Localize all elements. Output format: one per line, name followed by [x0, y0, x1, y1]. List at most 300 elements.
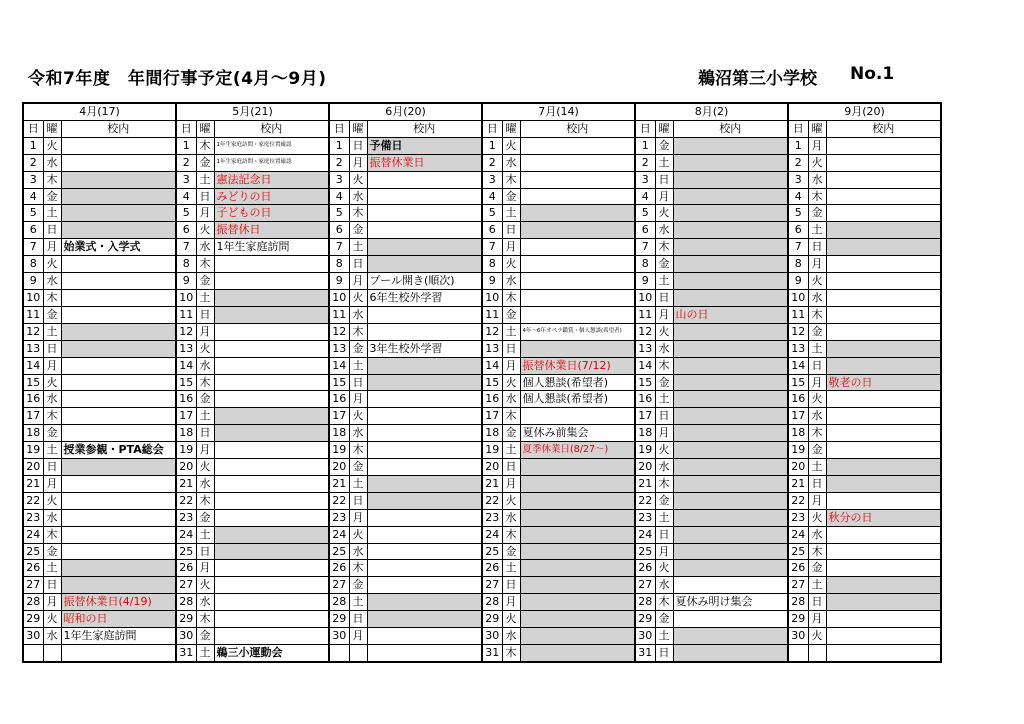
- day-cell: 26: [635, 560, 655, 577]
- weekday-cell: 火: [502, 492, 520, 509]
- day-cell: [788, 645, 808, 662]
- event-cell: [826, 273, 941, 290]
- day-cell: 4: [788, 188, 808, 205]
- event-cell: [520, 256, 635, 273]
- day-cell: 5: [176, 205, 196, 222]
- day-cell: 8: [23, 256, 43, 273]
- event-cell: [520, 154, 635, 171]
- event-cell: [673, 526, 788, 543]
- day-cell: 8: [635, 256, 655, 273]
- event-cell: [673, 137, 788, 154]
- event-cell: [673, 374, 788, 391]
- weekday-cell: 日: [655, 171, 673, 188]
- day-cell: 5: [482, 205, 502, 222]
- weekday-cell: 木: [349, 560, 367, 577]
- event-cell: 1年生家庭訪問: [61, 628, 176, 645]
- event-cell: [826, 256, 941, 273]
- day-cell: 23: [635, 509, 655, 526]
- table-row: [23, 391, 941, 408]
- event-cell: 予備日: [367, 137, 482, 154]
- weekday-cell: 水: [655, 459, 673, 476]
- weekday-cell: 日: [349, 256, 367, 273]
- day-cell: 23: [329, 509, 349, 526]
- weekday-cell: 土: [196, 289, 214, 306]
- event-cell: [214, 374, 329, 391]
- event-cell: [367, 408, 482, 425]
- weekday-cell: 土: [349, 357, 367, 374]
- event-cell: [826, 340, 941, 357]
- event-cell: [826, 594, 941, 611]
- event-cell: [61, 374, 176, 391]
- day-cell: 31: [482, 645, 502, 662]
- weekday-cell: 火: [808, 273, 826, 290]
- day-cell: 7: [635, 239, 655, 256]
- day-column-header: 日: [176, 120, 196, 137]
- day-cell: 30: [176, 628, 196, 645]
- day-cell: 8: [329, 256, 349, 273]
- event-cell: [673, 492, 788, 509]
- event-cell: 1年生家庭訪問・家庭位置確認: [214, 154, 329, 171]
- event-cell: [367, 543, 482, 560]
- weekday-cell: 金: [655, 492, 673, 509]
- event-cell: [214, 408, 329, 425]
- weekday-cell: 木: [655, 594, 673, 611]
- day-cell: 15: [23, 374, 43, 391]
- day-cell: 29: [176, 611, 196, 628]
- weekday-cell: 水: [502, 509, 520, 526]
- table-row: [23, 171, 941, 188]
- event-cell: 4年～6年オペラ鑑賞・個人懇談(希望者): [520, 323, 635, 340]
- day-cell: 10: [23, 289, 43, 306]
- weekday-cell: 日: [349, 611, 367, 628]
- schedule-body: [23, 137, 941, 662]
- day-cell: 15: [482, 374, 502, 391]
- day-cell: 21: [176, 475, 196, 492]
- event-cell: [214, 594, 329, 611]
- day-cell: 10: [482, 289, 502, 306]
- weekday-cell: 土: [43, 323, 61, 340]
- weekday-cell: 水: [655, 222, 673, 239]
- event-cell: [61, 222, 176, 239]
- weekday-cell: 水: [43, 509, 61, 526]
- weekday-cell: 火: [655, 205, 673, 222]
- day-cell: 8: [788, 256, 808, 273]
- weekday-cell: 日: [502, 459, 520, 476]
- weekday-cell: 月: [349, 509, 367, 526]
- weekday-cell: 日: [349, 492, 367, 509]
- event-cell: 1年生家庭訪問: [214, 239, 329, 256]
- day-cell: 16: [23, 391, 43, 408]
- weekday-cell: 月: [43, 239, 61, 256]
- day-cell: 13: [788, 340, 808, 357]
- weekday-cell: 土: [196, 526, 214, 543]
- day-cell: 4: [482, 188, 502, 205]
- event-cell: [61, 154, 176, 171]
- weekday-cell: 木: [808, 543, 826, 560]
- day-cell: 20: [635, 459, 655, 476]
- event-cell: 個人懇談(希望者): [520, 374, 635, 391]
- weekday-cell: 月: [43, 594, 61, 611]
- weekday-cell: 日: [43, 577, 61, 594]
- day-cell: 16: [635, 391, 655, 408]
- weekday-cell: 水: [502, 154, 520, 171]
- weekday-cell: 土: [808, 222, 826, 239]
- day-cell: 16: [482, 391, 502, 408]
- weekday-cell: 金: [502, 188, 520, 205]
- day-cell: [329, 645, 349, 662]
- event-cell: [214, 357, 329, 374]
- event-cell: [826, 323, 941, 340]
- event-cell: [61, 273, 176, 290]
- event-cell: [673, 273, 788, 290]
- weekday-cell: 日: [655, 289, 673, 306]
- day-cell: 13: [635, 340, 655, 357]
- event-cell: [214, 273, 329, 290]
- day-cell: 22: [482, 492, 502, 509]
- weekday-cell: 水: [655, 577, 673, 594]
- event-cell: 昭和の日: [61, 611, 176, 628]
- weekday-cell: 土: [349, 594, 367, 611]
- event-cell: [214, 289, 329, 306]
- day-column-header: 日: [788, 120, 808, 137]
- table-row: [23, 628, 941, 645]
- weekday-cell: 土: [655, 509, 673, 526]
- event-cell: [520, 509, 635, 526]
- event-cell: [826, 560, 941, 577]
- weekday-cell: 木: [808, 425, 826, 442]
- event-cell: [520, 560, 635, 577]
- event-cell: 振替休業日(7/12): [520, 357, 635, 374]
- day-cell: 7: [23, 239, 43, 256]
- day-cell: 3: [482, 171, 502, 188]
- event-cell: [214, 492, 329, 509]
- day-cell: 11: [176, 306, 196, 323]
- weekday-cell: 火: [655, 323, 673, 340]
- weekday-cell: 火: [502, 256, 520, 273]
- day-cell: 2: [329, 154, 349, 171]
- weekday-cell: 土: [502, 442, 520, 459]
- event-cell: [520, 611, 635, 628]
- day-cell: 4: [176, 188, 196, 205]
- day-cell: 7: [788, 239, 808, 256]
- day-cell: 21: [329, 475, 349, 492]
- weekday-cell: 土: [196, 408, 214, 425]
- event-cell: 1年生家庭訪問・家庭位置確認: [214, 137, 329, 154]
- day-cell: 22: [329, 492, 349, 509]
- event-cell: [61, 340, 176, 357]
- day-cell: 6: [23, 222, 43, 239]
- weekday-cell: 月: [502, 239, 520, 256]
- table-row: [23, 205, 941, 222]
- day-cell: 14: [788, 357, 808, 374]
- event-cell: [61, 256, 176, 273]
- day-cell: 3: [788, 171, 808, 188]
- event-cell: [367, 357, 482, 374]
- event-cell: [214, 509, 329, 526]
- event-cell: [520, 459, 635, 476]
- day-cell: 19: [329, 442, 349, 459]
- day-cell: 27: [635, 577, 655, 594]
- day-cell: 30: [23, 628, 43, 645]
- day-cell: 17: [482, 408, 502, 425]
- weekday-cell: 火: [808, 628, 826, 645]
- event-cell: 授業参観・PTA総会: [61, 442, 176, 459]
- weekday-cell: 月: [502, 357, 520, 374]
- weekday-cell: 火: [655, 442, 673, 459]
- table-row: [23, 374, 941, 391]
- day-cell: 6: [176, 222, 196, 239]
- weekday-cell: 土: [349, 475, 367, 492]
- weekday-cell: 月: [808, 374, 826, 391]
- school-name: 鵜沼第三小学校: [698, 69, 817, 89]
- event-cell: [367, 560, 482, 577]
- event-cell: 個人懇談(希望者): [520, 391, 635, 408]
- day-cell: 22: [635, 492, 655, 509]
- event-cell: [61, 357, 176, 374]
- day-cell: 18: [23, 425, 43, 442]
- weekday-cell: 水: [655, 340, 673, 357]
- weekday-cell: 日: [349, 374, 367, 391]
- event-cell: [214, 425, 329, 442]
- event-cell: [826, 171, 941, 188]
- day-cell: 4: [23, 188, 43, 205]
- table-row: [23, 408, 941, 425]
- day-cell: 3: [329, 171, 349, 188]
- weekday-cell: 土: [43, 442, 61, 459]
- table-row: [23, 137, 941, 154]
- weekday-cell: 木: [655, 357, 673, 374]
- day-cell: 25: [482, 543, 502, 560]
- weekday-cell: 金: [808, 560, 826, 577]
- day-cell: 22: [788, 492, 808, 509]
- day-cell: 13: [482, 340, 502, 357]
- event-cell: [673, 256, 788, 273]
- event-cell: [61, 188, 176, 205]
- weekday-cell: 土: [808, 577, 826, 594]
- day-column-header: 日: [635, 120, 655, 137]
- event-cell: [826, 425, 941, 442]
- weekday-cell: 金: [349, 577, 367, 594]
- weekday-cell: 土: [502, 205, 520, 222]
- weekday-cell: 金: [808, 323, 826, 340]
- weekday-cell: 月: [196, 323, 214, 340]
- day-cell: 30: [482, 628, 502, 645]
- day-cell: 13: [176, 340, 196, 357]
- event-cell: 夏季休業日(8/27～): [520, 442, 635, 459]
- weekday-cell: [808, 645, 826, 662]
- table-row: [23, 154, 941, 171]
- event-cell: [61, 459, 176, 476]
- weekday-cell: 土: [349, 239, 367, 256]
- day-cell: 18: [176, 425, 196, 442]
- weekday-cell: 土: [655, 273, 673, 290]
- event-cell: [367, 475, 482, 492]
- day-cell: 27: [788, 577, 808, 594]
- weekday-cell: 木: [43, 171, 61, 188]
- weekday-cell: 火: [196, 340, 214, 357]
- event-cell: [520, 239, 635, 256]
- event-cell: [826, 137, 941, 154]
- event-cell: [673, 222, 788, 239]
- weekday-cell: 水: [349, 543, 367, 560]
- day-cell: 23: [23, 509, 43, 526]
- event-cell: [61, 323, 176, 340]
- table-row: [23, 645, 941, 662]
- event-cell: [673, 171, 788, 188]
- day-cell: 5: [788, 205, 808, 222]
- day-cell: 3: [176, 171, 196, 188]
- day-cell: 14: [23, 357, 43, 374]
- event-cell: [520, 289, 635, 306]
- day-cell: 12: [23, 323, 43, 340]
- weekday-cell: 金: [43, 188, 61, 205]
- weekday-cell: 水: [808, 408, 826, 425]
- day-cell: 9: [329, 273, 349, 290]
- weekday-cell: 日: [655, 526, 673, 543]
- day-cell: 12: [635, 323, 655, 340]
- day-column-header: 日: [482, 120, 502, 137]
- event-cell: [826, 222, 941, 239]
- day-cell: 26: [482, 560, 502, 577]
- weekday-cell: 火: [196, 222, 214, 239]
- day-cell: 20: [176, 459, 196, 476]
- day-cell: 12: [482, 323, 502, 340]
- weekday-cell: 木: [196, 611, 214, 628]
- event-cell: [367, 594, 482, 611]
- weekday-cell: 月: [196, 205, 214, 222]
- day-cell: 5: [23, 205, 43, 222]
- event-cell: [826, 577, 941, 594]
- table-row: [23, 357, 941, 374]
- weekday-cell: 水: [43, 391, 61, 408]
- table-row: [23, 459, 941, 476]
- weekday-cell: 金: [349, 340, 367, 357]
- event-cell: [214, 628, 329, 645]
- weekday-cell: 日: [196, 188, 214, 205]
- day-cell: 27: [482, 577, 502, 594]
- event-cell: [367, 256, 482, 273]
- event-cell: [367, 628, 482, 645]
- weekday-cell: 金: [502, 306, 520, 323]
- event-column-header: 校内: [367, 120, 482, 137]
- day-cell: 26: [176, 560, 196, 577]
- day-cell: 2: [635, 154, 655, 171]
- weekday-cell: 月: [349, 273, 367, 290]
- day-cell: 3: [23, 171, 43, 188]
- month-header: 4月(17): [23, 103, 176, 120]
- column-header-row: [23, 120, 941, 137]
- event-cell: [520, 543, 635, 560]
- event-cell: 振替休業日(4/19): [61, 594, 176, 611]
- event-cell: [673, 645, 788, 662]
- day-cell: 23: [788, 509, 808, 526]
- event-cell: [367, 645, 482, 662]
- event-cell: [214, 577, 329, 594]
- event-cell: 3年生校外学習: [367, 340, 482, 357]
- event-cell: [61, 509, 176, 526]
- table-row: [23, 577, 941, 594]
- weekday-cell: 月: [655, 188, 673, 205]
- event-cell: [673, 543, 788, 560]
- day-cell: 25: [176, 543, 196, 560]
- day-cell: 3: [635, 171, 655, 188]
- event-cell: [367, 222, 482, 239]
- day-cell: 11: [329, 306, 349, 323]
- event-cell: [214, 306, 329, 323]
- weekday-cell: 水: [196, 475, 214, 492]
- event-cell: [826, 188, 941, 205]
- event-cell: [61, 645, 176, 662]
- event-cell: 敬老の日: [826, 374, 941, 391]
- event-cell: [520, 577, 635, 594]
- day-cell: 14: [329, 357, 349, 374]
- event-cell: [214, 459, 329, 476]
- weekday-cell: 日: [655, 645, 673, 662]
- day-cell: 28: [482, 594, 502, 611]
- event-cell: [826, 628, 941, 645]
- day-cell: 29: [329, 611, 349, 628]
- weekday-cell: 木: [502, 408, 520, 425]
- event-cell: [367, 509, 482, 526]
- weekday-cell: 金: [655, 137, 673, 154]
- table-row: [23, 526, 941, 543]
- weekday-cell: 木: [196, 374, 214, 391]
- day-cell: 11: [482, 306, 502, 323]
- event-cell: [673, 560, 788, 577]
- day-cell: 30: [329, 628, 349, 645]
- table-row: [23, 273, 941, 290]
- day-cell: 11: [788, 306, 808, 323]
- event-cell: [367, 239, 482, 256]
- day-cell: 8: [482, 256, 502, 273]
- day-cell: 29: [482, 611, 502, 628]
- day-cell: 10: [788, 289, 808, 306]
- event-cell: [520, 475, 635, 492]
- day-cell: 24: [482, 526, 502, 543]
- weekday-cell: 木: [808, 188, 826, 205]
- day-cell: 20: [329, 459, 349, 476]
- day-cell: 7: [482, 239, 502, 256]
- event-cell: 夏休み前集会: [520, 425, 635, 442]
- event-cell: [673, 205, 788, 222]
- day-cell: 4: [329, 188, 349, 205]
- event-cell: 6年生校外学習: [367, 289, 482, 306]
- weekday-cell: 日: [502, 577, 520, 594]
- weekday-cell: 木: [502, 645, 520, 662]
- day-cell: 27: [176, 577, 196, 594]
- event-cell: [520, 306, 635, 323]
- day-cell: 29: [788, 611, 808, 628]
- weekday-cell: 木: [655, 475, 673, 492]
- event-cell: [673, 475, 788, 492]
- day-cell: 15: [176, 374, 196, 391]
- day-cell: 14: [176, 357, 196, 374]
- day-cell: 21: [635, 475, 655, 492]
- weekday-cell: 金: [808, 205, 826, 222]
- weekday-cell: 火: [349, 408, 367, 425]
- weekday-cell: 金: [502, 543, 520, 560]
- weekday-cell: 土: [502, 323, 520, 340]
- weekday-cell: 火: [196, 577, 214, 594]
- day-cell: 26: [329, 560, 349, 577]
- event-cell: [520, 492, 635, 509]
- table-row: [23, 306, 941, 323]
- day-cell: 28: [788, 594, 808, 611]
- weekday-cell: 金: [196, 391, 214, 408]
- event-cell: [673, 408, 788, 425]
- day-cell: 30: [635, 628, 655, 645]
- weekday-cell: 土: [655, 154, 673, 171]
